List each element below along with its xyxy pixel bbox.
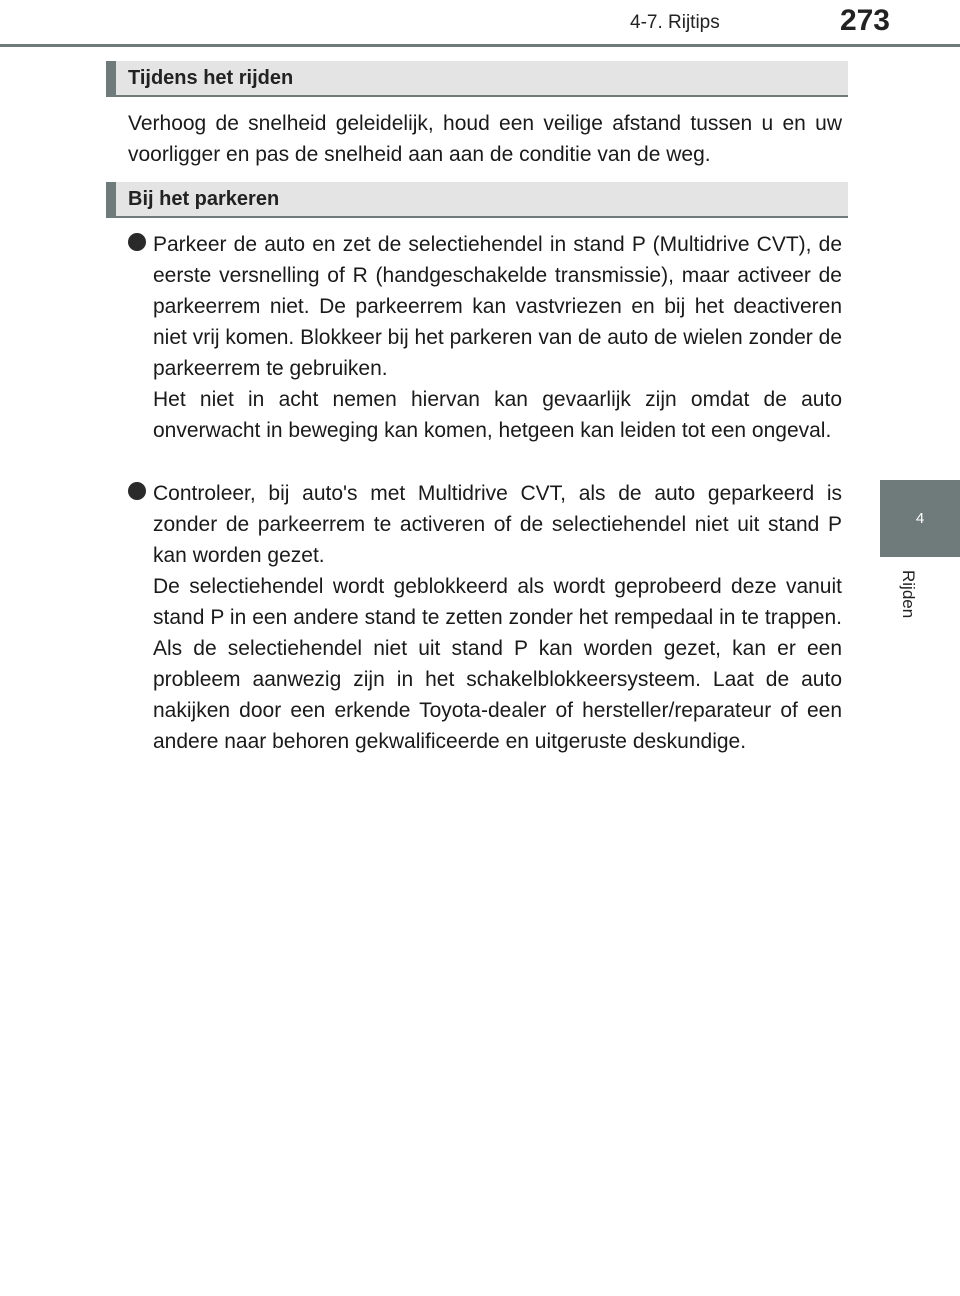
header-divider bbox=[0, 44, 960, 47]
chapter-number: 4 bbox=[915, 510, 925, 527]
section-title: 4-7. Rijtips bbox=[630, 12, 720, 33]
section-heading-text: Bij het parkeren bbox=[128, 188, 280, 210]
page-header bbox=[0, 0, 960, 50]
section-heading-text: Tijdens het rijden bbox=[128, 67, 294, 89]
list-item bbox=[128, 229, 842, 446]
page-number: 273 bbox=[839, 4, 890, 37]
driving-paragraph: Verhoog de snelheid geleidelijk, houd een veilige afstand tussen u en uw voorligger en pas de snelheid aan aan de conditie van de weg. bbox=[128, 112, 842, 166]
bullet-icon bbox=[128, 233, 146, 251]
chapter-label: Rijden bbox=[899, 570, 918, 619]
bullet-note: Het niet in acht nemen hiervan kan gevaarlijk zijn omdat de auto onverwacht in beweging kan komen, hetgeen kan leiden tot een ongeval. bbox=[153, 388, 842, 442]
chapter-tab bbox=[880, 480, 960, 557]
bullet-text: Controleer, bij auto's met Multidrive CVT, als de auto geparkeerd is zonder de parkeerrem te activeren of de selectiehendel niet uit stand P kan worden gezet. bbox=[153, 482, 842, 567]
bullet-text: Parkeer de auto en zet de selectiehendel in stand P (Multidrive CVT), de eerste versnelling of R (handgeschakelde transmissie), maar activeer de parkeerrem niet. De parkeerrem kan vastvriezen en bij het deactiveren niet vrij komen. Blokkeer bij het parkeren van de auto de wielen zonder de parkeerrem te gebruiken. bbox=[153, 233, 842, 380]
list-item bbox=[128, 478, 842, 757]
bullet-icon bbox=[128, 482, 146, 500]
section-heading-parking bbox=[106, 182, 848, 218]
section-heading-driving bbox=[106, 61, 848, 97]
bullet-note: De selectiehendel wordt geblokkeerd als wordt geprobeerd deze vanuit stand P in een andere stand te zetten zonder het rempedaal in te trappen. Als de selectiehendel niet uit stand P kan worden gezet, kan er een probleem aanwezig zijn in het schakelblokkeersysteem. Laat de auto nakijken door een erkende Toyota-dealer of hersteller/reparateur of een andere naar behoren gekwalificeerde en uitgeruste deskundige. bbox=[153, 575, 842, 753]
